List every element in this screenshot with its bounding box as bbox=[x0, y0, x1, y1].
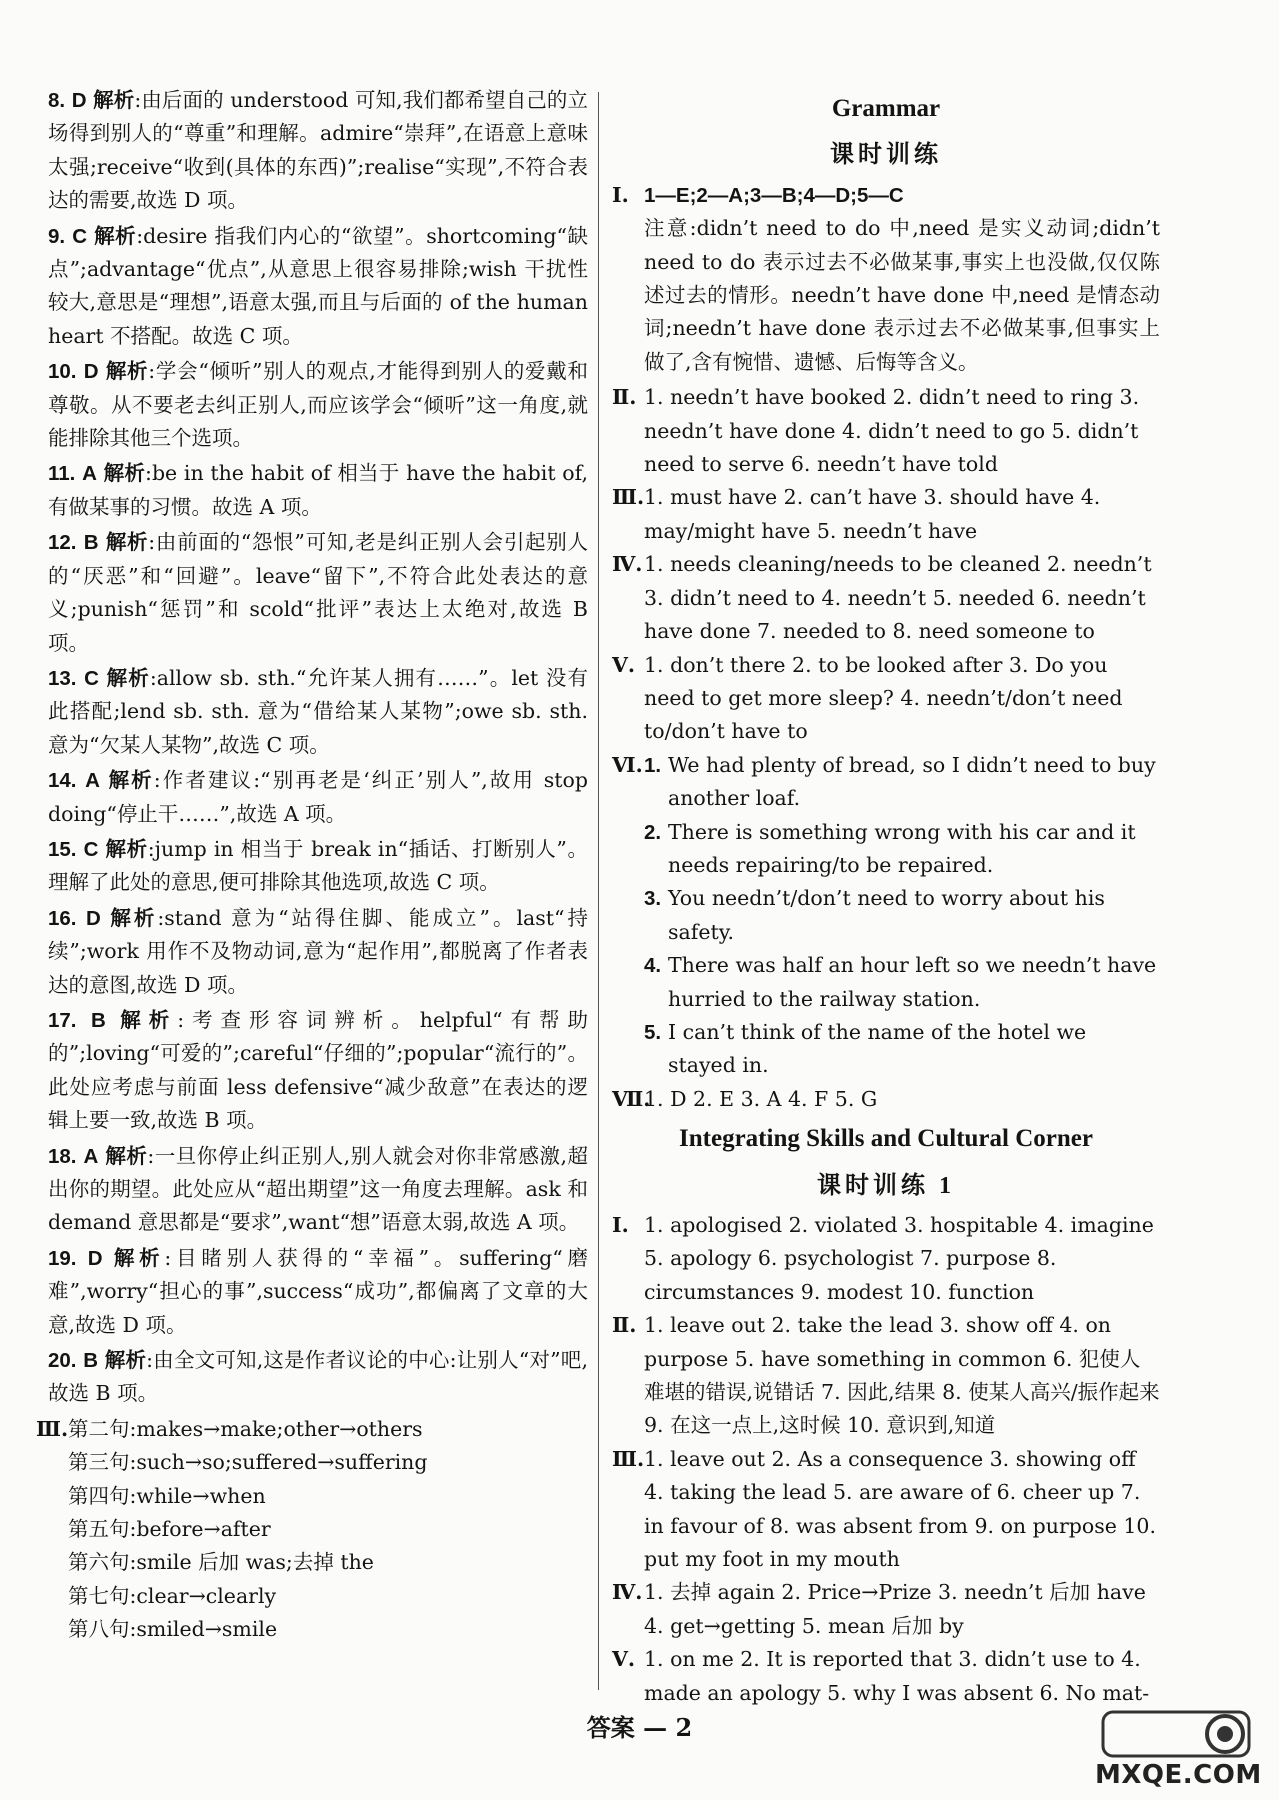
sentence-item bbox=[644, 816, 1160, 883]
answer-item: 14. A 解析:作者建议:“别再老是‘纠正’别人”,故用 stop doing“停止干……”,故选 A 项。 bbox=[48, 768, 588, 826]
grammar-part-3 bbox=[612, 481, 1160, 548]
left-column bbox=[36, 84, 589, 1647]
grammar-subtitle: 课时训练 bbox=[830, 142, 942, 169]
correction-line: 第八句:smiled→smile bbox=[68, 1617, 278, 1642]
grammar-part-2 bbox=[612, 381, 1160, 481]
roman-numeral: Ⅰ. bbox=[612, 182, 629, 207]
sentence-number: 4. bbox=[644, 954, 662, 978]
answer-line: 1—E;2—A;3—B;4—D;5—C bbox=[644, 183, 904, 207]
grammar-title: Grammar bbox=[831, 95, 941, 122]
answer-text: 1. leave out 2. As a consequence 3. showing off 4. taking the lead 5. are aware of 6. cheer up 7. in favour of 8. was absent from 9. on purpose 10. put my foot in my mouth bbox=[644, 1446, 1156, 1572]
analysis-label: 解析 bbox=[108, 769, 154, 793]
isc-part-4 bbox=[612, 1576, 1160, 1643]
answer-item: 18. A 解析:一旦你停止纠正别人,别人就会对你非常感激,超出你的期望。此处应从“超出期望”这一角度去理解。ask 和 demand 意思都是“要求”,want“想”语意太弱,故选 A 项。 bbox=[48, 1143, 588, 1235]
item-answer: D bbox=[71, 89, 87, 112]
error-correction-section bbox=[36, 1413, 588, 1647]
item-answer: D bbox=[87, 1246, 103, 1270]
analysis-text: stand 意为“站得住脚、能成立”。last“持续”;work 用作不及物动词,意为“起作用”,都脱离了作者表达的意图,故选 D 项。 bbox=[48, 905, 588, 997]
roman-numeral: Ⅲ. bbox=[36, 1416, 69, 1441]
analysis-label: 解析 bbox=[113, 1246, 165, 1270]
item-number: 13. bbox=[48, 666, 77, 690]
sentence-text: You needn’t/don’t need to worry about his safety. bbox=[668, 886, 1105, 944]
answer-text: 1. must have 2. can’t have 3. should have 4. may/might have 5. needn’t have bbox=[644, 485, 1101, 543]
sentence-number: 5. bbox=[644, 1020, 662, 1044]
answer-text: 1. 去掉 again 2. Price→Prize 3. needn’t 后加 have 4. get→getting 5. mean 后加 by bbox=[644, 1580, 1146, 1638]
analysis-label: 解析 bbox=[93, 89, 135, 112]
roman-numeral: Ⅴ. bbox=[612, 652, 636, 677]
correction-line: 第二句:makes→make;other→others bbox=[68, 1416, 423, 1441]
analysis-label: 解析 bbox=[105, 360, 149, 384]
answer-text: 1. needn’t have booked 2. didn’t need to ring 3. needn’t have done 4. didn’t need to go 5. didn’t need to serve 6. needn’t have told bbox=[644, 385, 1140, 477]
analysis-label: 解析 bbox=[103, 462, 146, 486]
sentence-text: There is something wrong with his car and it needs repairing/to be repaired. bbox=[668, 819, 1136, 877]
integrating-skills-subtitle: 课时训练 1 bbox=[817, 1172, 955, 1199]
answer-item: 10. D 解析:学会“倾听”别人的观点,才能得到别人的爱戴和尊敬。从不要老去纠正别人,而应该学会“倾听”这一角度,就能排除其他三个选项。 bbox=[48, 359, 589, 451]
sentence-item bbox=[644, 949, 1160, 1016]
correction-line: 第四句:while→when bbox=[68, 1483, 266, 1508]
analysis-label: 解析 bbox=[104, 1349, 147, 1373]
item-number: 8. bbox=[48, 89, 66, 112]
grammar-part-1 bbox=[612, 179, 1160, 212]
analysis-label: 解析 bbox=[105, 1144, 148, 1168]
isc-part-1 bbox=[612, 1209, 1160, 1309]
roman-numeral: Ⅱ. bbox=[612, 385, 637, 410]
item-answer: D bbox=[86, 906, 101, 930]
correction-line: 第七句:clear→clearly bbox=[68, 1583, 277, 1608]
item-answer: A bbox=[83, 1144, 99, 1168]
item-number: 12. bbox=[48, 531, 77, 555]
item-number: 11. bbox=[48, 462, 76, 486]
answer-text: 1. leave out 2. take the lead 3. show off 4. on purpose 5. have something in common 6. 犯使人难堪的错误,说错话 7. 因此,结果 8. 使某人高兴/振作起来 9. 在这一点上,这时候 10. 意识到,知道 bbox=[644, 1313, 1160, 1438]
grammar-note: 注意:didn’t need to do 中,need 是实义动词;didn’t need to do 表示过去不必做某事,事实上也没做,仅仅陈述过去的情形。needn’t have done 中,need 是情态动词;needn’t have done 表示过去不必做某事,但事实上做了,含有惋惜、遗憾、后悔等含义。 bbox=[644, 216, 1160, 374]
sentence-list bbox=[644, 749, 1160, 1083]
isc-part-3 bbox=[612, 1443, 1160, 1577]
answer-item: 16. D 解析:stand 意为“站得住脚、能成立”。last“持续”;work 用作不及物动词,意为“起作用”,都脱离了作者表达的意图,故选 D 项。 bbox=[48, 905, 588, 997]
analysis-text: 由后面的 understood 可知,我们都希望自己的立场得到别人的“尊重”和理解。admire“崇拜”,在语意上意味太强;receive“收到(具体的东西)”;realise“实现”,不符合表达的需要,故选 D 项。 bbox=[48, 88, 588, 213]
answer-text: 1. needs cleaning/needs to be cleaned 2. needn’t 3. didn’t need to 4. needn’t 5. needed 6. needn’t have done 7. needed to 8. need someone to bbox=[644, 552, 1152, 644]
answer-item: 11. A 解析:be in the habit of 相当于 have the habit of,有做某事的习惯。故选 A 项。 bbox=[48, 461, 588, 519]
roman-numeral: Ⅵ. bbox=[612, 752, 643, 777]
answer-text: 1. on me 2. It is reported that 3. didn’t use to 4. made an apology 5. why I was absent 6. No mat- bbox=[644, 1647, 1150, 1705]
item-answer: C bbox=[84, 666, 99, 690]
roman-numeral: Ⅱ. bbox=[612, 1313, 637, 1338]
analysis-text: 目睹别人获得的“幸福”。suffering“磨难”,worry“担心的事”,success“成功”,都偏离了文章的大意,故选 D 项。 bbox=[48, 1245, 588, 1337]
answer-item: 20. B 解析:由全文可知,这是作者议论的中心:让别人“对”吧,故选 B 项。 bbox=[48, 1348, 589, 1406]
item-answer: B bbox=[90, 1008, 106, 1032]
roman-numeral: Ⅲ. bbox=[612, 485, 645, 510]
item-answer: A bbox=[82, 462, 97, 486]
analysis-text: 作者建议:“别再老是‘纠正’别人”,故用 stop doing“停止干……”,故选 A 项。 bbox=[48, 768, 588, 826]
right-column bbox=[612, 84, 1160, 1710]
page-number: 答案 — 2 bbox=[586, 1713, 693, 1742]
analysis-label: 解析 bbox=[120, 1008, 178, 1032]
correction-line: 第六句:smile 后加 was;去掉 the bbox=[68, 1550, 374, 1575]
sentence-item bbox=[644, 1016, 1160, 1083]
answer-item: 17. B 解析:考查形容词辨析。helpful“有帮助的”;loving“可爱的”;careful“仔细的”;popular“流行的”。此处应考虑与前面 less defensive“减少敌意”在表达的逻辑上要一致,故选 B 项。 bbox=[48, 1007, 588, 1133]
grammar-part-6 bbox=[612, 749, 1160, 1083]
isc-part-2 bbox=[612, 1309, 1160, 1443]
correction-line: 第五句:before→after bbox=[68, 1517, 271, 1542]
sentence-item bbox=[644, 749, 1160, 816]
item-answer: B bbox=[83, 531, 99, 555]
answer-item: 19. D 解析:目睹别人获得的“幸福”。suffering“磨难”,worry“担心的事”,success“成功”,都偏离了文章的大意,故选 D 项。 bbox=[48, 1245, 588, 1337]
grammar-part-4 bbox=[612, 548, 1160, 648]
answer-item: 8. D 解析:由后面的 understood 可知,我们都希望自己的立场得到别人的“尊重”和理解。admire“崇拜”,在语意上意味太强;receive“收到(具体的东西)”;realise“实现”,不符合表达的需要,故选 D 项。 bbox=[48, 88, 588, 213]
answer-item: 9. C 解析:desire 指我们内心的“欲望”。shortcoming“缺点”;advantage“优点”,从意思上很容易排除;wish 干扰性较大,意思是“理想”,语意太强,而且与后面的 of the human heart 不搭配。故选 C 项。 bbox=[48, 223, 588, 348]
sentence-text: There was half an hour left so we needn’t have hurried to the railway station. bbox=[668, 953, 1157, 1011]
sentence-number: 1. bbox=[644, 753, 662, 777]
item-number: 10. bbox=[48, 360, 77, 384]
sentence-number: 3. bbox=[644, 887, 662, 911]
item-number: 20. bbox=[48, 1349, 77, 1373]
grammar-part-5 bbox=[612, 649, 1160, 749]
analysis-text: 由前面的“怨恨”可知,老是纠正别人会引起别人的“厌恶”和“回避”。leave“留下”,不符合此处表达的意义;punish“惩罚”和 scold“批评”表达上太绝对,故选 B 项。 bbox=[48, 530, 589, 655]
analysis-label: 解析 bbox=[105, 837, 148, 861]
isc-part-5 bbox=[612, 1643, 1160, 1710]
sentence-number: 2. bbox=[644, 820, 662, 844]
roman-numeral: Ⅳ. bbox=[612, 552, 643, 577]
answer-item: 13. C 解析:allow sb. sth.“允许某人拥有……”。let 没有此搭配;lend sb. sth. 意为“借给某人某物”;owe sb. sth. 意为“欠某人某物”,故选 C 项。 bbox=[48, 665, 589, 757]
answer-item: 12. B 解析:由前面的“怨恨”可知,老是纠正别人会引起别人的“厌恶”和“回避”。leave“留下”,不符合此处表达的意义;punish“惩罚”和 scold“批评”表达上太绝对,故选 B 项。 bbox=[48, 530, 589, 655]
analysis-label: 解析 bbox=[110, 906, 158, 930]
roman-numeral: Ⅲ. bbox=[612, 1446, 645, 1471]
analysis-text: be in the habit of 相当于 have the habit of,有做某事的习惯。故选 A 项。 bbox=[48, 461, 588, 519]
item-answer: D bbox=[83, 360, 99, 384]
analysis-text: jump in 相当于 break in“插话、打断别人”。理解了此处的意思,便可排除其他选项,故选 C 项。 bbox=[48, 836, 588, 895]
analysis-text: 一旦你停止纠正别人,别人就会对你非常感激,超出你的期望。此处应从“超出期望”这一角度去理解。ask 和 demand 意思都是“要求”,want“想”语意太弱,故选 A 项。 bbox=[48, 1143, 588, 1235]
answer-item: 15. C 解析:jump in 相当于 break in“插话、打断别人”。理解了此处的意思,便可排除其他选项,故选 C 项。 bbox=[48, 836, 588, 895]
site-watermark bbox=[1071, 1702, 1271, 1794]
answer-text: 1. apologised 2. violated 3. hospitable 4. imagine 5. apology 6. psychologist 7. purpose 8. circumstances 9. modest 10. function bbox=[644, 1213, 1154, 1304]
analysis-text: desire 指我们内心的“欲望”。shortcoming“缺点”;advantage“优点”,从意思上很容易排除;wish 干扰性较大,意思是“理想”,语意太强,而且与后面的 of the human heart 不搭配。故选 C 项。 bbox=[48, 223, 588, 348]
sentence-item bbox=[644, 882, 1160, 949]
roman-numeral: Ⅶ. bbox=[612, 1086, 651, 1111]
grammar-part-7 bbox=[612, 1083, 1160, 1116]
analysis-label: 解析 bbox=[105, 531, 149, 555]
item-number: 19. bbox=[48, 1246, 77, 1270]
sentence-text: I can’t think of the name of the hotel we stayed in. bbox=[668, 1019, 1087, 1078]
item-answer: B bbox=[83, 1349, 99, 1373]
analysis-text: 考查形容词辨析。helpful“有帮助的”;loving“可爱的”;careful“仔细的”;popular“流行的”。此处应考虑与前面 less defensive“减少敌意”在表达的逻辑上要一致,故选 B 项。 bbox=[48, 1007, 588, 1133]
roman-numeral: Ⅴ. bbox=[612, 1647, 636, 1672]
answer-text: 1. D 2. E 3. A 4. F 5. G bbox=[644, 1086, 878, 1111]
watermark-text: MXQE.COM bbox=[1095, 1760, 1262, 1790]
analysis-text: 学会“倾听”别人的观点,才能得到别人的爱戴和尊敬。从不要老去纠正别人,而应该学会“倾听”这一角度,就能排除其他三个选项。 bbox=[48, 359, 589, 451]
answer-text: 1. don’t there 2. to be looked after 3. Do you need to get more sleep? 4. needn’t/don’t need to/don’t have to bbox=[644, 652, 1123, 744]
column-divider bbox=[598, 92, 599, 1690]
roman-numeral: Ⅳ. bbox=[612, 1580, 643, 1605]
item-number: 16. bbox=[48, 906, 77, 930]
analysis-text: 由全文可知,这是作者议论的中心:让别人“对”吧,故选 B 项。 bbox=[48, 1348, 589, 1406]
correction-line: 第三句:such→so;suffered→suffering bbox=[68, 1450, 428, 1475]
integrating-skills-title: Integrating Skills and Cultural Corner bbox=[679, 1125, 1093, 1153]
analysis-label: 解析 bbox=[106, 666, 150, 690]
item-answer: C bbox=[72, 224, 88, 248]
item-number: 17. bbox=[48, 1008, 77, 1032]
item-number: 14. bbox=[48, 769, 77, 793]
item-number: 18. bbox=[48, 1144, 77, 1168]
analysis-label: 解析 bbox=[94, 224, 137, 248]
item-answer: C bbox=[83, 837, 99, 861]
sentence-text: We had plenty of bread, so I didn’t need to buy another loaf. bbox=[668, 752, 1156, 811]
item-number: 15. bbox=[48, 837, 77, 861]
item-number: 9. bbox=[48, 224, 66, 248]
roman-numeral: Ⅰ. bbox=[612, 1213, 629, 1237]
analysis-text: allow sb. sth.“允许某人拥有……”。let 没有此搭配;lend sb. sth. 意为“借给某人某物”;owe sb. sth. 意为“欠某人某物”,故选 C 项。 bbox=[48, 665, 589, 757]
item-answer: A bbox=[85, 769, 100, 793]
watermark-logo-icon bbox=[1101, 1706, 1251, 1760]
